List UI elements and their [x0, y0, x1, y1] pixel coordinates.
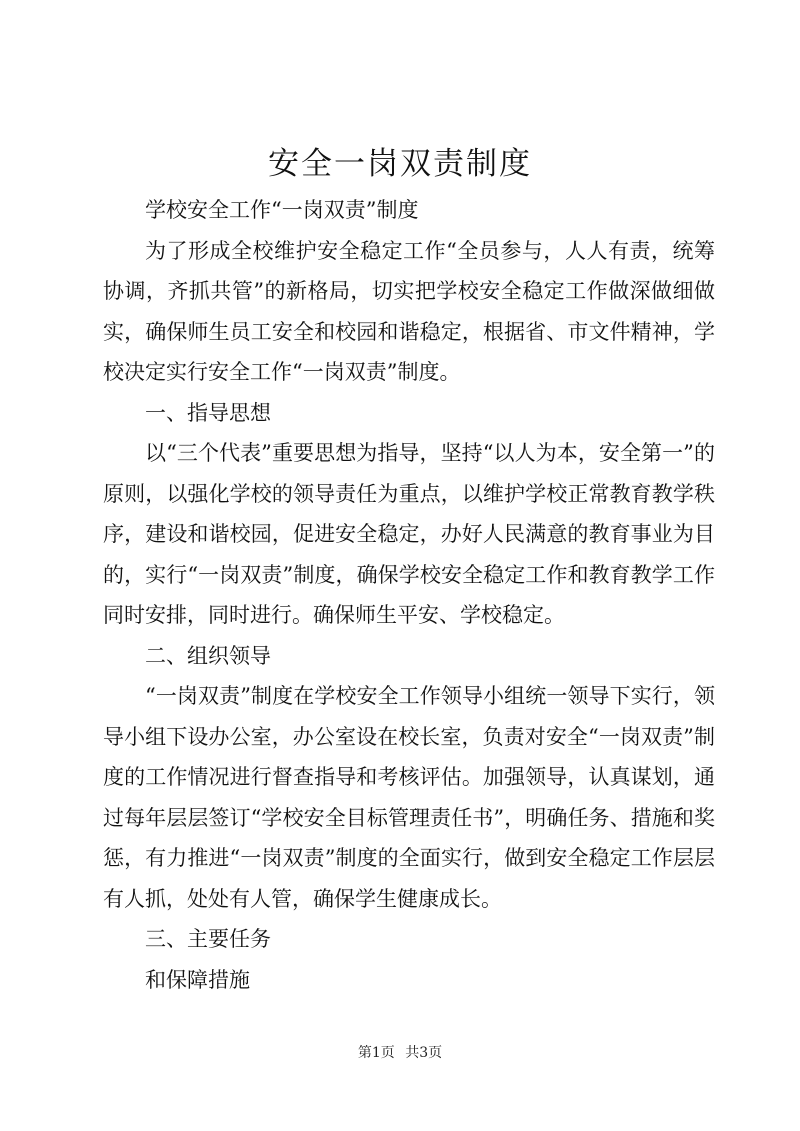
intro-paragraph: 为了形成全校维护安全稳定工作“全员参与，人人有责，统筹协调，齐抓共管”的新格局，切实把学校安全稳定工作做深做细做实，确保师生员工安全和校园和谐稳定，根据省、市文件精神，学校决定实行安全工作“一岗双责”制度。	[103, 238, 715, 384]
subtitle-paragraph: 学校安全工作“一岗双责”制度	[145, 198, 419, 222]
section-heading-guiding-thought: 一、指导思想	[145, 400, 271, 425]
section-heading-organization: 二、组织领导	[145, 643, 271, 668]
document-body	[103, 190, 715, 1000]
main-tasks-paragraph: 和保障措施	[145, 967, 250, 992]
organization-paragraph: “一岗双责”制度在学校安全工作领导小组统一领导下实行，领导小组下设办公室，办公室设在校长室，负责对安全“一岗双责”制度的工作情况进行督查指导和考核评估。加强领导，认真谋划，通过每年层层签订“学校安全目标管理责任书”，明确任务、措施和奖惩，有力推进“一岗双责”制度的全面实行，做到安全稳定工作层层有人抓，处处有人管，确保学生健康成长。	[103, 684, 715, 911]
guiding-thought-paragraph: 以“三个代表”重要思想为指导，坚持“以人为本，安全第一”的原则，以强化学校的领导责任为重点，以维护学校正常教育教学秩序，建设和谐校园，促进安全稳定，办好人民满意的教育事业为目的，实行“一岗双责”制度，确保学校安全稳定工作和教育教学工作同时安排，同时进行。确保师生平安、学校稳定。	[103, 441, 715, 627]
page-number: 第1页	[357, 1045, 395, 1061]
page-footer	[0, 1042, 800, 1062]
section-heading-main-tasks: 三、主要任务	[145, 927, 271, 951]
page-total: 共3页	[405, 1045, 443, 1061]
document-title: 安全一岗双责制度	[268, 146, 532, 182]
